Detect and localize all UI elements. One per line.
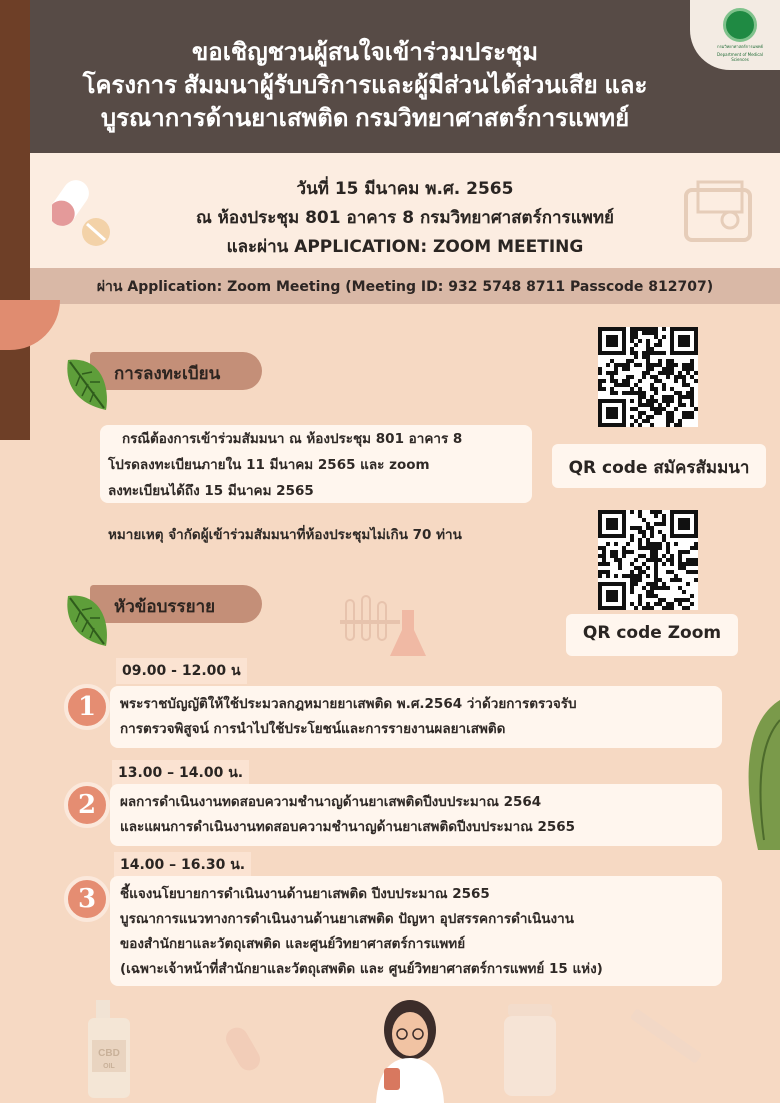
topic-3-line-4: (เฉพาะเจ้าหน้าที่สำนักยาและวัตถุเสพติด และ ศูนย์วิทยาศาสตร์การแพทย์ 15 แห่ง) [120, 961, 603, 977]
topic-3-card [110, 876, 722, 986]
topics-heading [90, 585, 262, 623]
logo-emblem-icon [723, 8, 757, 42]
registration-info [100, 425, 532, 503]
document-folder-icon [680, 178, 760, 248]
topic-3-line-3: ของสำนักยาและวัตถุเสพติด และศูนย์วิทยาศาสตร์การแพทย์ [120, 936, 466, 952]
registration-heading-label: การลงทะเบียน [114, 364, 221, 384]
topic-3-line-1: ชี้แจงนโยบายการดำเนินงานด้านยาเสพติด ปีงบประมาณ 2565 [120, 886, 490, 902]
topic-2-line-1: ผลการดำเนินงานทดสอบความชำนาญด้านยาเสพติดปีงบประมาณ 2564 [120, 794, 542, 810]
logo-text: กรมวิทยาศาสตร์การแพทย์ [717, 44, 763, 49]
topic-1-card [110, 686, 722, 748]
qr-code-register[interactable] [598, 327, 698, 427]
bottom-illustrations [0, 990, 780, 1103]
pill-bottle-icon [504, 1004, 556, 1096]
topic-3-time: 14.00 – 16.30 น. [114, 852, 251, 878]
event-date: วันที่ 15 มีนาคม พ.ศ. 2565 [296, 179, 514, 199]
event-details [30, 153, 780, 268]
title-line-2: โครงการ สัมมนาผู้รับบริการและผู้มีส่วนได้ส่วนเสีย และ [82, 72, 648, 99]
topics-heading-label: หัวข้อบรรยาย [114, 597, 216, 617]
topic-1-line-2: การตรวจพิสูจน์ การนำไปใช้ประโยชน์และการรายงานผลยาเสพติด [120, 721, 506, 737]
qr-register-label: QR code สมัครสัมมนา [552, 444, 766, 488]
topic-1-time: 09.00 - 12.00 น [116, 658, 247, 684]
left-accent-bar [0, 0, 30, 440]
topic-2-time: 13.00 – 14.00 น. [112, 760, 249, 786]
scientist-illustration-icon [376, 1000, 444, 1103]
zoom-info-band [30, 268, 780, 304]
leaf-icon [62, 588, 112, 650]
zoom-meeting-info: ผ่าน Application: Zoom Meeting (Meeting ID: 932 5748 8711 Passcode 812707) [96, 279, 714, 295]
registration-note: หมายเหตุ จำกัดผู้เข้าร่วมสัมมนาที่ห้องประชุมไม่เกิน 70 ท่าน [108, 527, 462, 543]
topic-3-line-2: บูรณาการแนวทางการดำเนินงานด้านยาเสพติด ปัญหา อุปสรรคการดำเนินงาน [120, 911, 574, 927]
page-title [40, 36, 690, 135]
registration-line-3: ลงทะเบียนได้ถึง 15 มีนาคม 2565 [108, 483, 314, 499]
qr-code-zoom[interactable] [598, 510, 698, 610]
lab-equipment-icon [330, 590, 430, 670]
department-logo [714, 8, 766, 66]
title-line-3: บูรณาการด้านยาเสพติด กรมวิทยาศาสตร์การแพทย์ [100, 105, 630, 132]
pill-icon [52, 172, 112, 252]
registration-heading [90, 352, 262, 390]
cbd-label: CBD [98, 1048, 120, 1059]
registration-line-2: โปรดลงทะเบียนภายใน 11 มีนาคม 2565 และ zoom [108, 457, 430, 473]
event-venue: ณ ห้องประชุม 801 อาคาร 8 กรมวิทยาศาสตร์การแพทย์ [195, 208, 615, 228]
syringe-icon [630, 1008, 702, 1064]
registration-line-1: กรณีต้องการเข้าร่วมสัมมนา ณ ห้องประชุม 801 อาคาร 8 [122, 431, 463, 447]
capsule-icon [222, 1024, 264, 1075]
topic-1-line-1: พระราชบัญญัติให้ใช้ประมวลกฎหมายยาเสพติด พ.ศ.2564 ว่าด้วยการตรวจรับ [120, 696, 577, 712]
title-line-1: ขอเชิญชวนผู้สนใจเข้าร่วมประชุม [191, 39, 539, 66]
topic-2-number: 2 [64, 782, 110, 828]
cbd-sublabel: OIL [103, 1063, 115, 1070]
topic-2-card [110, 784, 722, 846]
plant-leaf-icon [738, 700, 780, 850]
topic-1-number: 1 [64, 684, 110, 730]
topic-3-number: 3 [64, 876, 110, 922]
logo-subtext: Department of Medical Sciences [717, 51, 763, 62]
event-online: และผ่าน APPLICATION: ZOOM MEETING [226, 237, 584, 257]
decorative-arc [0, 300, 60, 350]
qr-zoom-label: QR code Zoom [566, 614, 738, 656]
leaf-icon [62, 352, 112, 414]
topic-2-line-2: และแผนการดำเนินงานทดสอบความชำนาญด้านยาเสพติดปีงบประมาณ 2565 [120, 819, 576, 835]
